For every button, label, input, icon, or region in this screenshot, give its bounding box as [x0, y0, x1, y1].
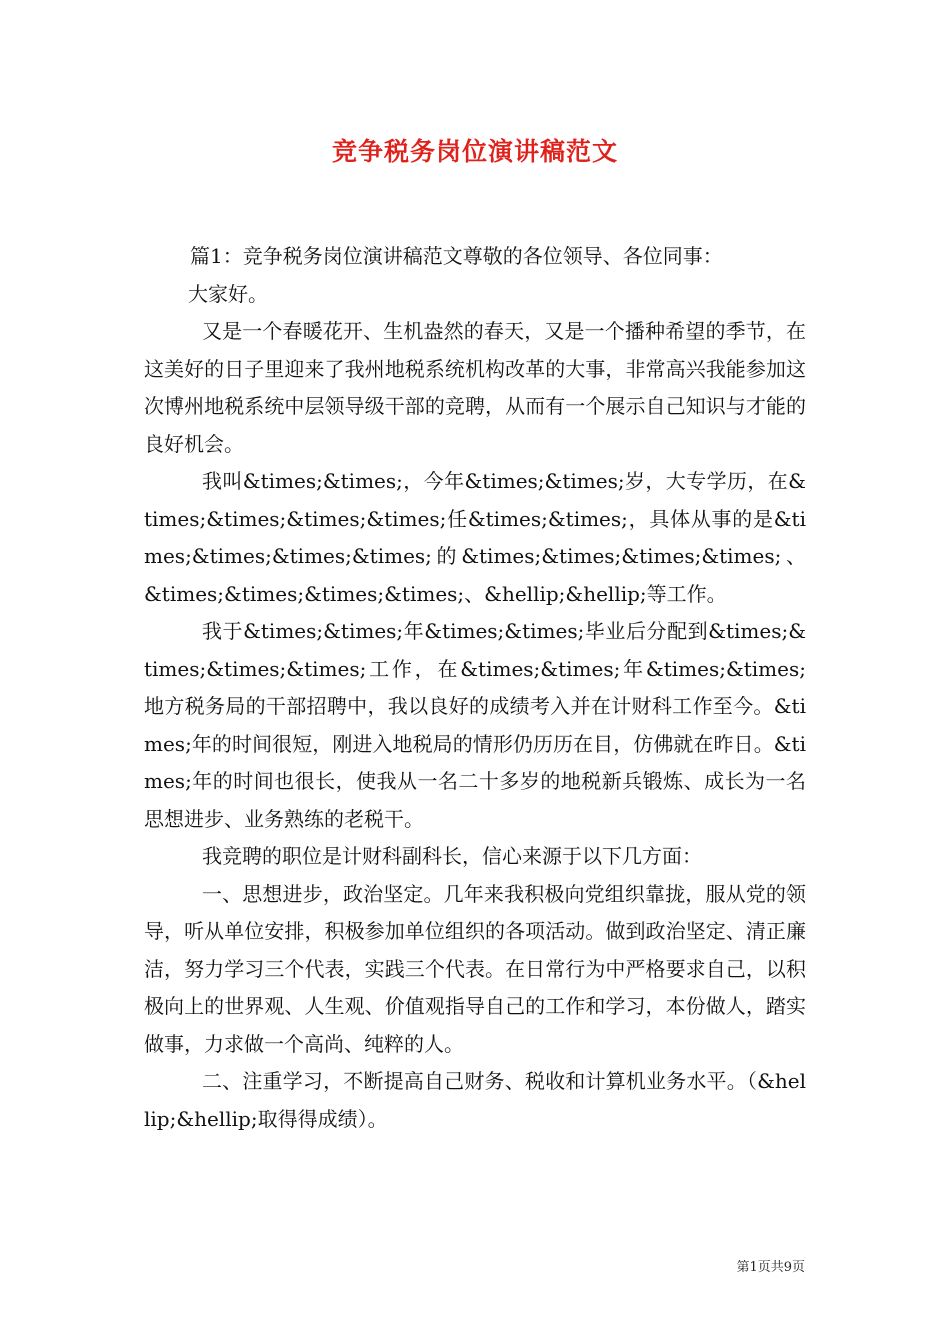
document-body — [144, 238, 806, 1138]
paragraph-greeting: 篇1：竞争税务岗位演讲稿范文尊敬的各位领导、各位同事： — [190, 244, 723, 268]
paragraph-intro: 又是一个春暖花开、生机盎然的春天，又是一个播种希望的季节，在这美好的日子里迎来了我州地税系统机构改革的大事，非常高兴我能参加这次博州地税系统中层领导级干部的竞聘，从而有一个展示自己知识与才能的良好机会。 — [144, 319, 806, 456]
paragraph-position: 我竞聘的职位是计财科副科长，信心来源于以下几方面： — [202, 844, 702, 868]
page-number: 第1页共9页 — [736, 1260, 805, 1275]
paragraph-point-two: 二、注重学习，不断提高自己财务、税收和计算机业务水平。（&hellip;&hellip;取得得成绩）。 — [144, 1069, 806, 1131]
paragraph-hello: 大家好。 — [188, 281, 268, 306]
paragraph-self-intro: 我叫&times;&times;，今年&times;&times;岁，大专学历，在&times;&times;&times;&times;任&times;&times;，具体从事的是&times;&times;&times;&times;的&times;&times;&times;&times;、&times;&times;&times;&times;、&hellip;&hellip;等工作。 — [144, 469, 806, 606]
paragraph-point-one: 一、思想进步，政治坚定。几年来我积极向党组织靠拢，服从党的领导，听从单位安排，积极参加单位组织的各项活动。做到政治坚定、清正廉洁，努力学习三个代表，实践三个代表。在日常行为中严格要求自己，以积极向上的世界观、人生观、价值观指导自己的工作和学习，本份做人，踏实做事，力求做一个高尚、纯粹的人。 — [144, 881, 806, 1056]
document-title: 竞争税务岗位演讲稿范文 — [331, 137, 618, 166]
paragraph-experience: 我于&times;&times;年&times;&times;毕业后分配到&times;&times;&times;&times;工作，在&times;&times;年&times;&times;地方税务局的干部招聘中，我以良好的成绩考入并在计财科工作至今。&times;年的时间很短，刚进入地税局的情形仍历历在目，仿佛就在昨日。&times;年的时间也很长，使我从一名二十多岁的地税新兵锻炼、成长为一名思想进步、业务熟练的老税干。 — [144, 619, 806, 831]
